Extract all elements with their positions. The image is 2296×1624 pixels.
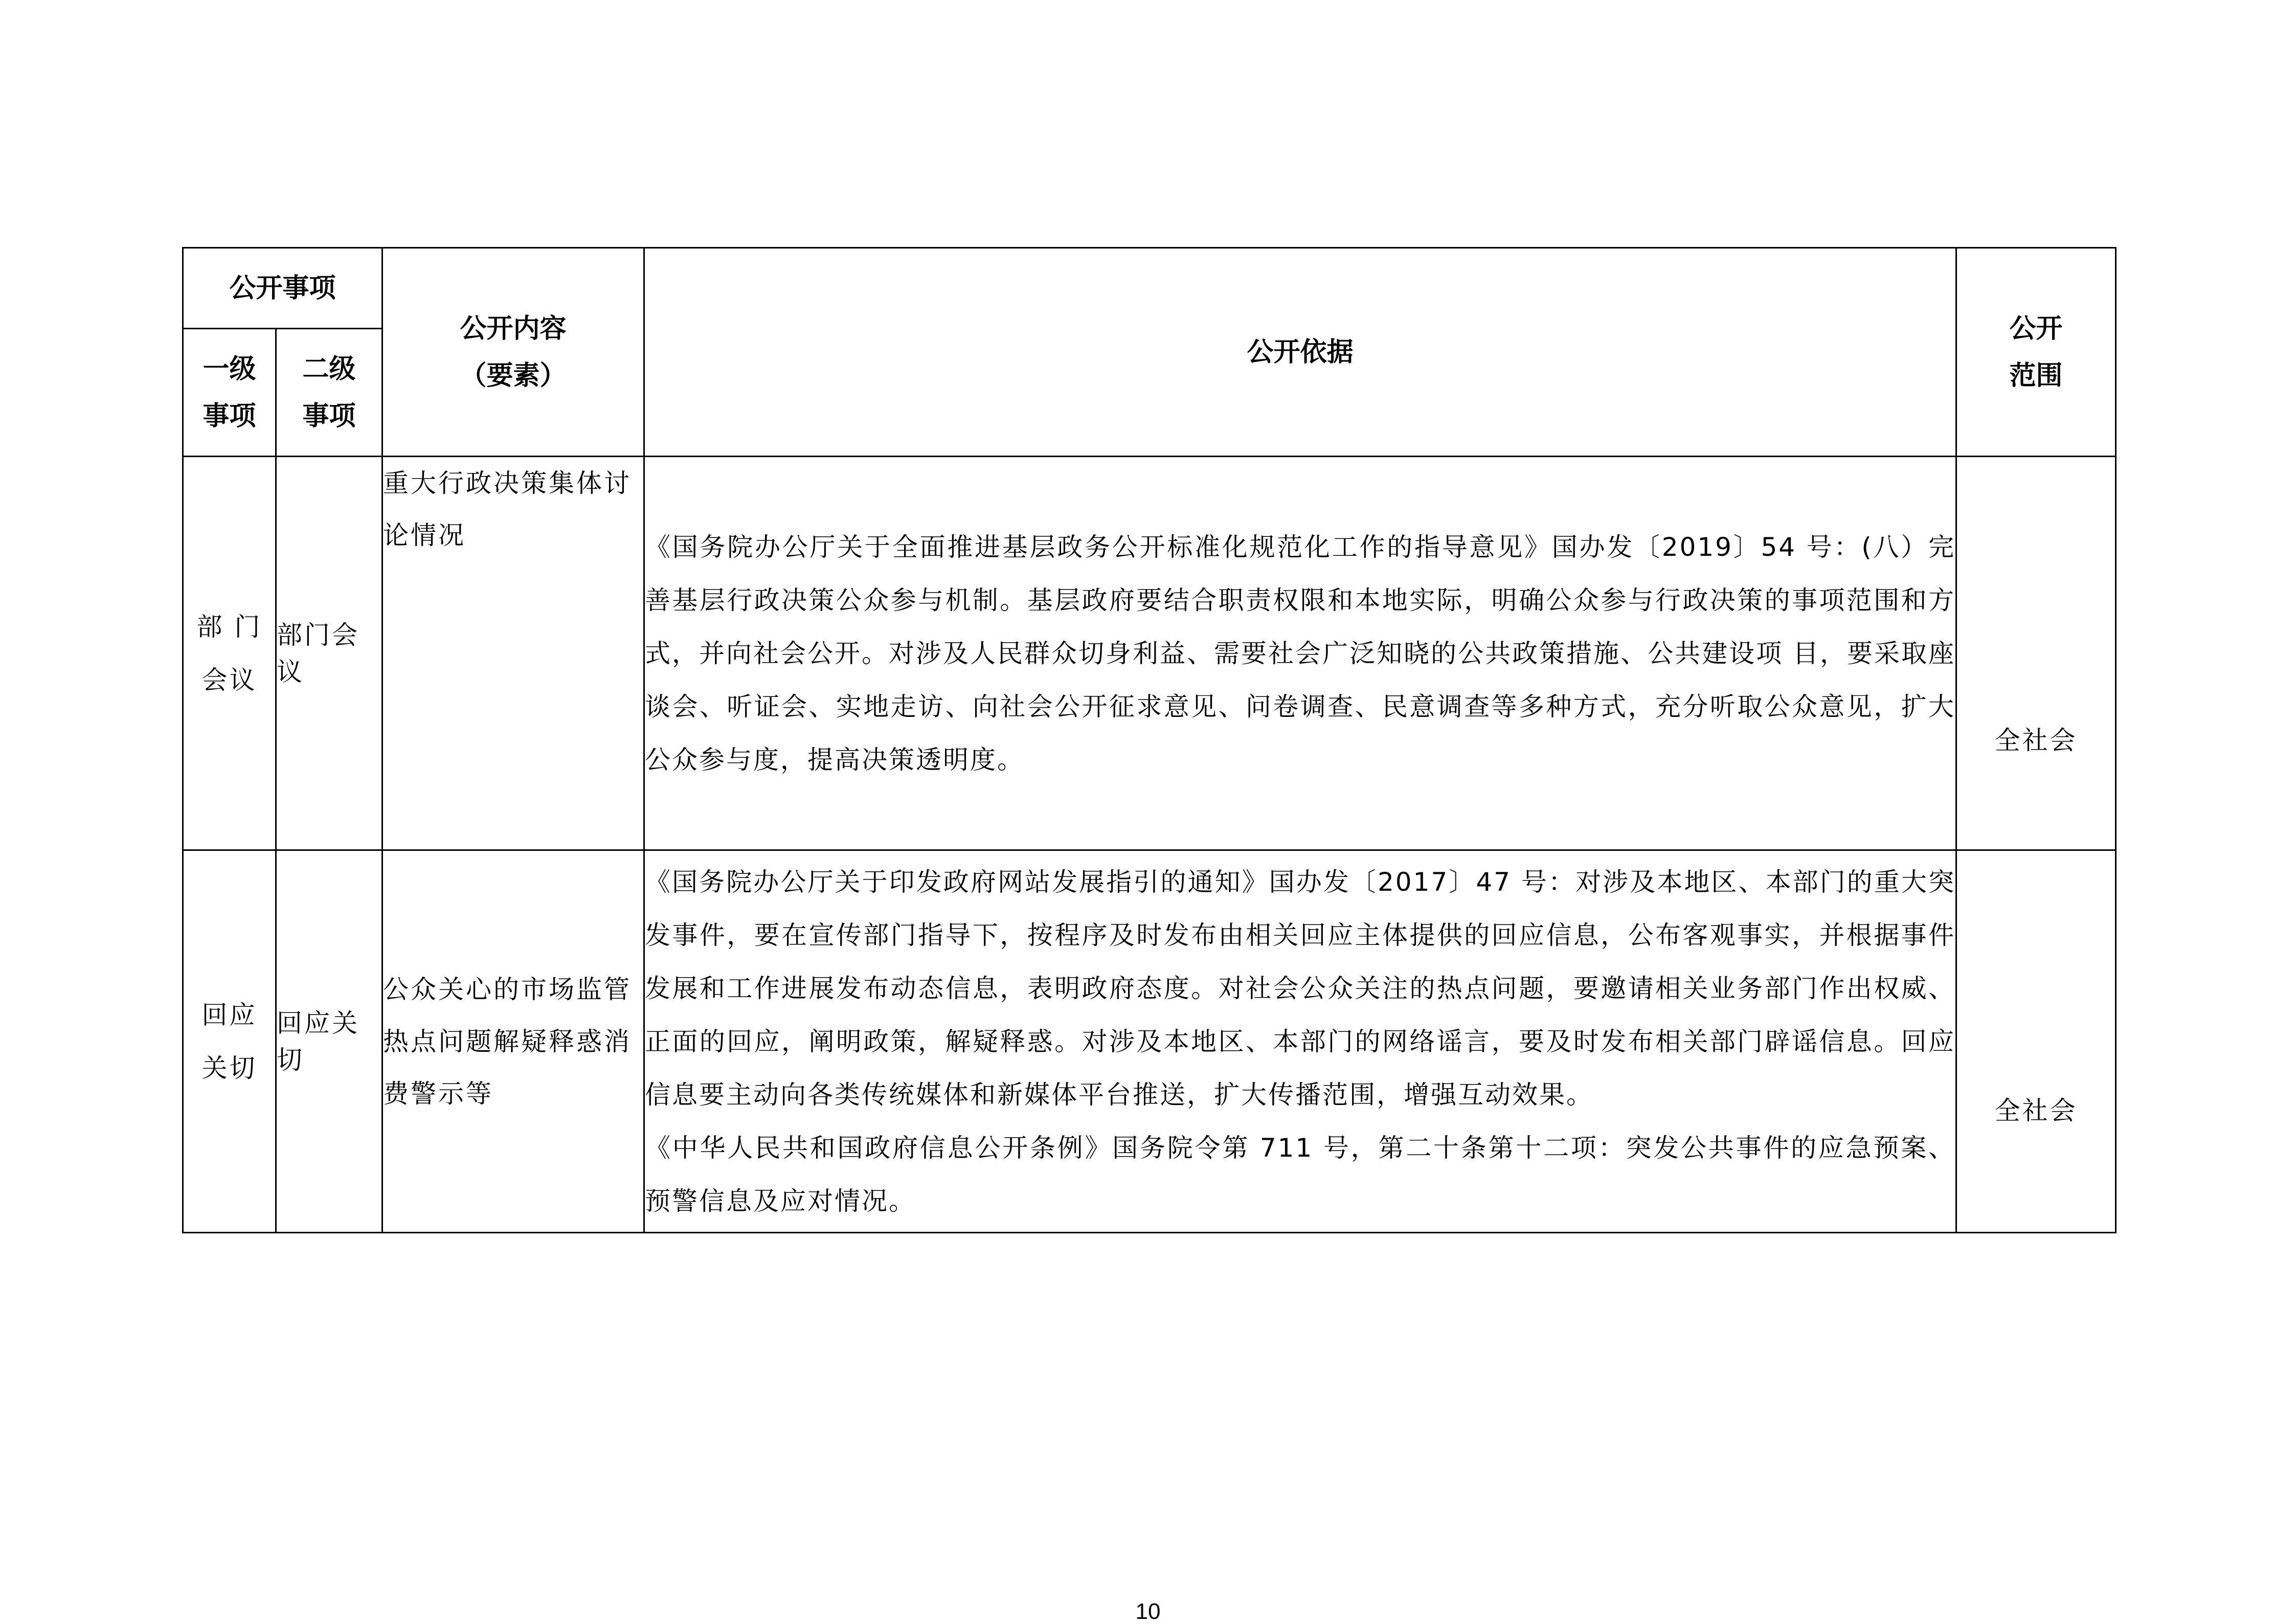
level1-item [183,850,276,1233]
level2-item: 部门会议 [276,457,382,850]
table-row [183,850,2116,1233]
scope-item [1956,850,2116,1233]
header-level1-line1: 一级 [202,353,256,385]
basis-paragraph: 《国务院办公厅关于全面推进基层政务公开标准化规范化工作的指导意见》国办发〔2019〕54 号：(八）完善基层行政决策公众参与机制。基层政府要结合职责权限和本地实际，明确公众参与行政决策的事项范围和方式，并向社会公开。对涉及人民群众切身利益、需要社会广泛知晓的公共政策措施、公共建设项 目，要采取座谈会、听证会、实地走访、向社会公开征求意见、问卷调查、民意调查等多种方式，充分听取公众意见，扩大公众参与度，提高决策透明度。 [645,532,1956,775]
header-content-line1: 公开内容 [460,313,567,344]
table-row [183,457,2116,850]
level1-item-line1: 回应 [201,1000,257,1030]
scope-item [1956,457,2116,850]
basis-item [644,457,1956,850]
level1-item-line2: 关切 [201,1053,257,1083]
header-scope-line1: 公开 [2009,313,2063,344]
level1-item [183,457,276,850]
level1-item-line1: 部 门 [196,612,262,642]
header-level2-line1: 二级 [302,353,356,385]
content-item: 公众关心的市场监管热点问题解疑释惑消费警示等 [382,850,644,1233]
disclosure-table [182,247,2117,1233]
header-level2-line2: 事项 [302,400,356,432]
header-level2 [276,329,382,457]
scope-value: 全社会 [1994,1095,2078,1125]
header-scope [1956,248,2116,457]
header-level1 [183,329,276,457]
header-public-items: 公开事项 [183,248,382,329]
basis-paragraph: 《中华人民共和国政府信息公开条例》国务院令第 711 号，第二十条第十二项：突发公共事件的应急预案、预警信息及应对情况。 [645,1133,1956,1216]
header-content-line2: （要素） [460,360,567,391]
header-level1-line2: 事项 [202,400,256,432]
basis-item [644,850,1956,1233]
header-row-1 [183,248,2116,329]
header-scope-line2: 范围 [2009,360,2063,391]
content-item: 重大行政决策集体讨论情况 [382,457,644,850]
header-basis: 公开依据 [644,248,1956,457]
page-number: 10 [1135,1599,1161,1624]
level2-item: 回应关切 [276,850,382,1233]
header-content [382,248,644,457]
basis-paragraph: 《国务院办公厅关于印发政府网站发展指引的通知》国办发〔2017〕47 号：对涉及本地区、本部门的重大突发事件，要在宣传部门指导下，按程序及时发布由相关回应主体提供的回应信息，公布客观事实，并根据事件发展和工作进展发布动态信息，表明政府态度。对社会公众关注的热点问题，要邀请相关业务部门作出权威、正面的回应，阐明政策，解疑释惑。对涉及本地区、本部门的网络谣言，要及时发布相关部门辟谣信息。回应信息要主动向各类传统媒体和新媒体平台推送，扩大传播范围，增强互动效果。 [645,867,1956,1110]
scope-value: 全社会 [1994,725,2078,755]
level1-item-line2: 会议 [201,665,257,695]
